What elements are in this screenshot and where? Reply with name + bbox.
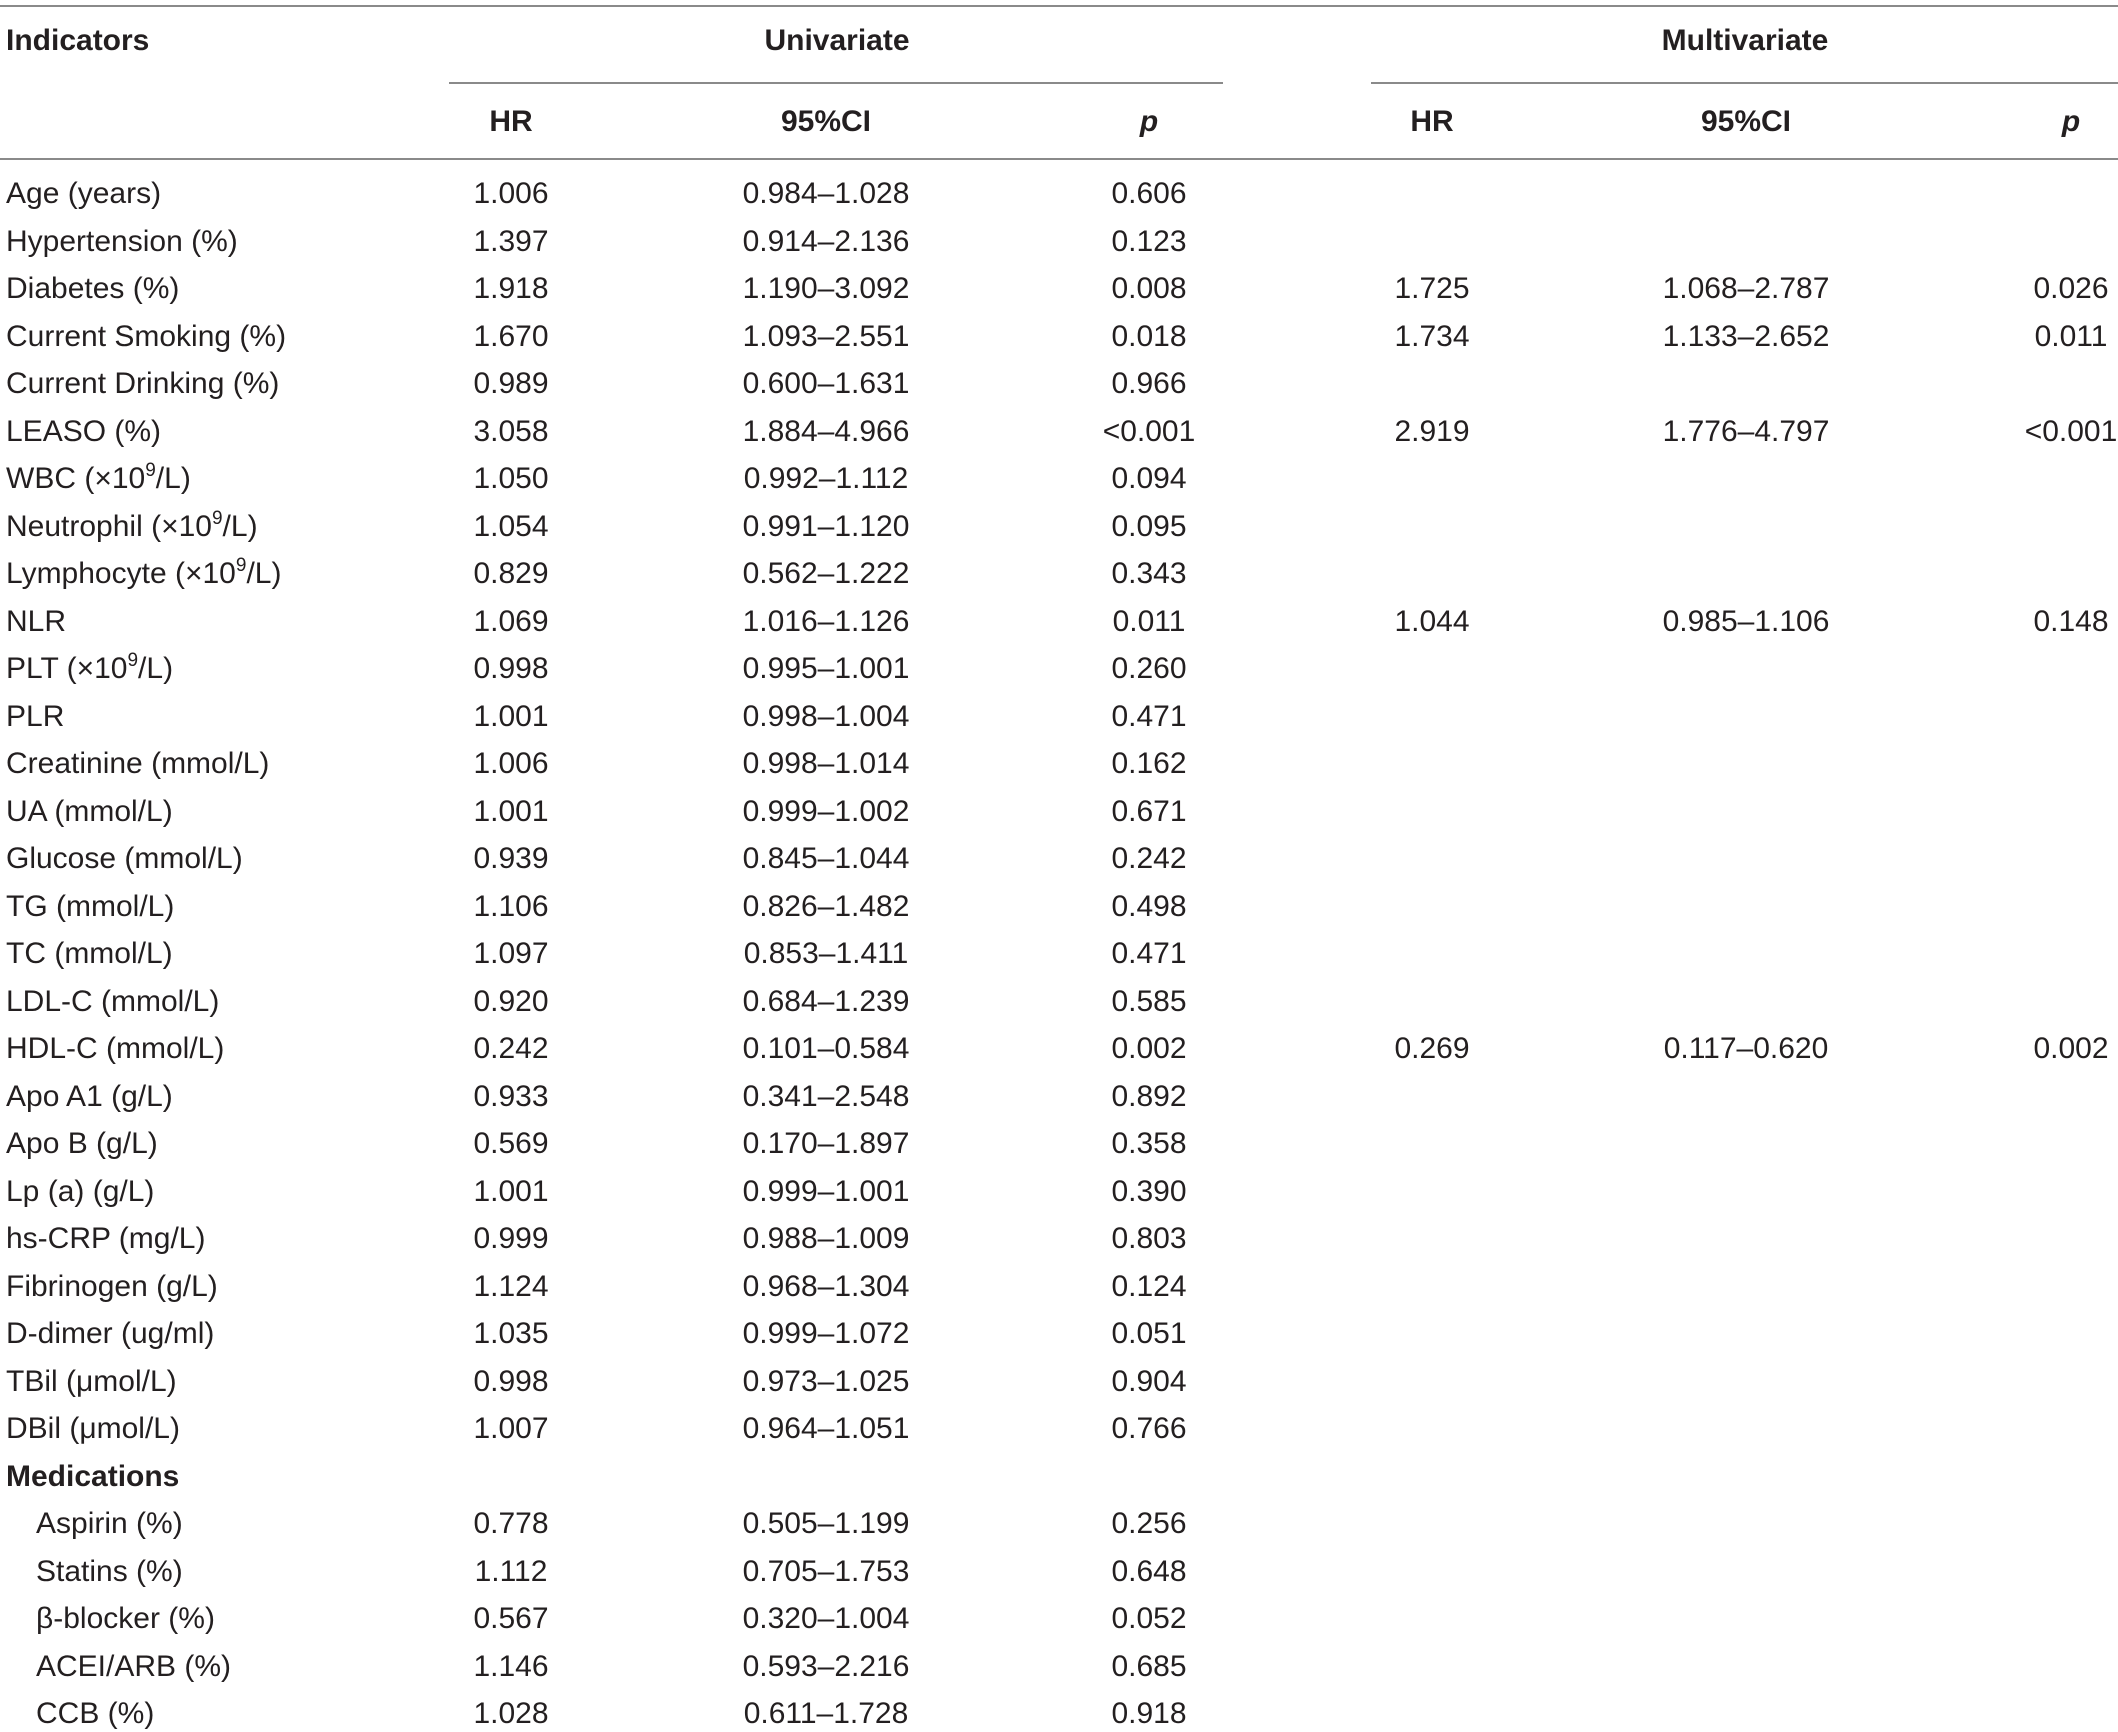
univariate-hr-cell: 1.001 (473, 1175, 549, 1208)
univariate-p-cell: 0.123 (1111, 225, 1187, 258)
indicator-label (6, 841, 243, 877)
univariate-p-cell: 0.162 (1111, 747, 1187, 780)
univariate-hr-cell: 0.998 (473, 1365, 549, 1398)
univariate-hr-cell: 1.069 (473, 605, 549, 638)
indicator-label-text: Current Drinking (%) (6, 367, 280, 400)
univariate-span-rule (449, 82, 1223, 84)
univariate-hr-cell: 0.920 (473, 985, 549, 1018)
indicator-label (36, 1696, 154, 1732)
header-multivariate: Multivariate (1661, 24, 1829, 57)
univariate-hr-cell: 1.007 (473, 1412, 549, 1445)
univariate-p-cell: 0.095 (1111, 510, 1187, 543)
top-rule (0, 5, 2118, 7)
univariate-hr-cell: 0.989 (473, 367, 549, 400)
indicator-label-superscript: 9 (211, 508, 223, 529)
univariate-hr-cell: 1.028 (473, 1697, 549, 1730)
univariate-ci-cell: 0.600–1.631 (742, 367, 910, 400)
univariate-p-cell: 0.052 (1111, 1602, 1187, 1635)
univariate-ci-cell: 0.684–1.239 (742, 985, 910, 1018)
univariate-ci-cell: 0.995–1.001 (742, 652, 910, 685)
univariate-p-cell: 0.892 (1111, 1080, 1187, 1113)
indicator-label (6, 366, 279, 402)
indicator-label-text: PLR (6, 700, 65, 733)
univariate-p-cell: 0.124 (1111, 1270, 1187, 1303)
univariate-p-cell: 0.766 (1111, 1412, 1187, 1445)
univariate-ci-cell: 0.170–1.897 (742, 1127, 910, 1160)
indicator-label-suffix: /L) (222, 510, 258, 543)
indicator-label-text: Apo A1 (g/L) (6, 1080, 173, 1113)
univariate-ci-cell: 1.884–4.966 (742, 415, 910, 448)
univariate-hr-cell: 1.006 (473, 747, 549, 780)
univariate-hr-cell: 1.097 (473, 937, 549, 970)
univariate-p-cell: 0.011 (1112, 605, 1186, 638)
univariate-hr-cell: 1.670 (473, 320, 549, 353)
univariate-ci-cell: 0.984–1.028 (742, 177, 910, 210)
indicator-label (36, 1601, 215, 1637)
univariate-hr-cell: 1.001 (473, 795, 549, 828)
indicator-label (36, 1554, 183, 1590)
indicator-label-superscript: 9 (145, 460, 156, 481)
univariate-ci-cell: 0.999–1.002 (742, 795, 910, 828)
univariate-ci-cell: 0.853–1.411 (743, 937, 909, 970)
univariate-p-cell: 0.390 (1111, 1175, 1187, 1208)
multivariate-span-rule (1371, 82, 2118, 84)
indicator-label-text: NLR (6, 605, 67, 638)
indicator-label-text: Lp (a) (g/L) (6, 1175, 155, 1208)
multivariate-p-cell: 0.002 (2033, 1032, 2109, 1065)
univariate-ci-cell: 0.562–1.222 (742, 557, 910, 590)
indicator-label (6, 1031, 224, 1067)
indicator-label (6, 1126, 158, 1162)
multivariate-p-cell: 0.011 (2034, 320, 2108, 353)
multivariate-hr-cell: 0.269 (1394, 1032, 1470, 1065)
multivariate-ci-cell: 1.133–2.652 (1662, 320, 1830, 353)
univariate-ci-cell: 0.999–1.001 (742, 1175, 910, 1208)
indicator-label (6, 319, 286, 355)
univariate-ci-cell: 0.845–1.044 (742, 842, 910, 875)
univariate-ci-cell: 0.968–1.304 (742, 1270, 910, 1303)
indicator-label-text: CCB (%) (36, 1697, 155, 1730)
univariate-p-cell: 0.008 (1111, 272, 1187, 305)
univariate-ci-cell: 1.093–2.551 (742, 320, 910, 353)
univariate-ci-cell: 0.611–1.728 (743, 1697, 909, 1730)
header-univariate-ci: 95%CI (780, 105, 872, 138)
indicator-label-text: Current Smoking (%) (6, 320, 287, 353)
indicator-label (36, 1649, 231, 1685)
header-univariate-p: p (1139, 105, 1159, 138)
indicator-label-text: Hypertension (%) (6, 225, 238, 258)
univariate-hr-cell: 1.054 (473, 510, 549, 543)
univariate-ci-cell: 0.705–1.753 (742, 1555, 910, 1588)
univariate-hr-cell: 1.112 (474, 1555, 548, 1588)
multivariate-hr-cell: 1.725 (1394, 272, 1470, 305)
univariate-hr-cell: 0.242 (473, 1032, 549, 1065)
univariate-hr-cell: 0.569 (473, 1127, 549, 1160)
indicator-label (6, 1364, 177, 1400)
indicator-label-text: Glucose (mmol/L) (6, 842, 243, 875)
indicator-label-superscript: 9 (127, 650, 139, 671)
header-multivariate-hr: HR (1410, 105, 1454, 138)
indicator-label-text: Age (years) (6, 177, 162, 210)
univariate-ci-cell: 0.826–1.482 (742, 890, 910, 923)
indicator-label (6, 604, 66, 640)
univariate-ci-cell: 1.016–1.126 (742, 605, 910, 638)
univariate-hr-cell: 0.999 (473, 1222, 549, 1255)
univariate-ci-cell: 0.973–1.025 (742, 1365, 910, 1398)
indicator-label-suffix: /L) (246, 557, 282, 590)
univariate-hr-cell: 1.124 (473, 1270, 549, 1303)
header-bottom-rule (0, 158, 2118, 160)
indicator-label (6, 984, 219, 1020)
header-indicators: Indicators (6, 24, 150, 57)
indicator-label (6, 414, 161, 450)
univariate-hr-cell: 1.050 (473, 462, 549, 495)
univariate-p-cell: 0.471 (1111, 937, 1187, 970)
univariate-hr-cell: 0.998 (473, 652, 549, 685)
univariate-p-cell: 0.471 (1111, 700, 1187, 733)
indicator-label-suffix: /L) (138, 652, 174, 685)
indicator-label (6, 936, 173, 972)
univariate-p-cell: 0.256 (1111, 1507, 1187, 1540)
indicator-label-text: Lymphocyte (×10 (6, 557, 236, 590)
indicator-label-text: DBil (μmol/L) (6, 1412, 180, 1445)
indicator-label (6, 1411, 180, 1447)
univariate-ci-cell: 0.320–1.004 (742, 1602, 910, 1635)
indicator-label-text: Apo B (g/L) (6, 1127, 158, 1160)
indicator-label-text: ACEI/ARB (%) (36, 1650, 232, 1683)
univariate-hr-cell: 1.006 (473, 177, 549, 210)
indicator-label (6, 889, 174, 925)
univariate-ci-cell: 0.101–0.584 (742, 1032, 910, 1065)
univariate-p-cell: 0.648 (1111, 1555, 1187, 1588)
univariate-hr-cell: 0.939 (473, 842, 549, 875)
indicator-label (6, 1269, 218, 1305)
indicator-label-text: TG (mmol/L) (6, 890, 175, 923)
univariate-p-cell: 0.343 (1111, 557, 1187, 590)
indicator-label (6, 1079, 173, 1115)
indicator-label (6, 699, 64, 735)
univariate-hr-cell: 0.778 (473, 1507, 549, 1540)
univariate-hr-cell: 1.397 (473, 225, 549, 258)
univariate-hr-cell: 0.567 (473, 1602, 549, 1635)
univariate-ci-cell: 0.914–2.136 (742, 225, 910, 258)
indicator-label (6, 1316, 214, 1352)
univariate-p-cell: 0.002 (1111, 1032, 1187, 1065)
multivariate-p-cell: 0.026 (2033, 272, 2109, 305)
univariate-p-cell: 0.260 (1111, 652, 1187, 685)
univariate-ci-cell: 0.992–1.112 (743, 462, 909, 495)
indicator-label (6, 556, 281, 592)
univariate-hr-cell: 1.106 (473, 890, 549, 923)
indicator-label (36, 1506, 183, 1542)
indicator-label-suffix: /L) (155, 462, 191, 495)
univariate-ci-cell: 0.998–1.004 (742, 700, 910, 733)
univariate-hr-cell: 0.933 (473, 1080, 549, 1113)
indicator-label-text: PLT (×10 (6, 652, 128, 685)
univariate-hr-cell: 3.058 (473, 415, 549, 448)
indicator-label-text: TC (mmol/L) (6, 937, 173, 970)
indicator-label (6, 1174, 154, 1210)
univariate-ci-cell: 0.988–1.009 (742, 1222, 910, 1255)
indicator-label (6, 794, 173, 830)
indicator-label-text: Fibrinogen (g/L) (6, 1270, 218, 1303)
multivariate-ci-cell: 0.985–1.106 (1662, 605, 1830, 638)
indicator-label (6, 176, 161, 212)
indicator-label-text: β-blocker (%) (36, 1602, 215, 1635)
indicator-label-text: Statins (%) (36, 1555, 183, 1588)
header-univariate: Univariate (764, 24, 910, 57)
indicator-label-text: LEASO (%) (6, 415, 162, 448)
section-medications: Medications (6, 1460, 180, 1493)
indicator-label (6, 224, 238, 260)
indicator-label-text: WBC (×10 (6, 462, 146, 495)
multivariate-hr-cell: 1.044 (1394, 605, 1470, 638)
indicator-label-text: Aspirin (%) (36, 1507, 183, 1540)
univariate-ci-cell: 0.991–1.120 (742, 510, 910, 543)
univariate-p-cell: 0.966 (1111, 367, 1187, 400)
univariate-ci-cell: 0.998–1.014 (742, 747, 910, 780)
multivariate-p-cell: 0.148 (2033, 605, 2109, 638)
multivariate-ci-cell: 1.776–4.797 (1662, 415, 1830, 448)
multivariate-hr-cell: 1.734 (1394, 320, 1470, 353)
indicator-label-text: LDL-C (mmol/L) (6, 985, 220, 1018)
indicator-label-text: Diabetes (%) (6, 272, 180, 305)
indicator-label-text: HDL-C (mmol/L) (6, 1032, 225, 1065)
univariate-ci-cell: 0.505–1.199 (742, 1507, 910, 1540)
univariate-p-cell: 0.803 (1111, 1222, 1187, 1255)
indicator-label-text: Creatinine (mmol/L) (6, 747, 270, 780)
univariate-p-cell: 0.918 (1111, 1697, 1187, 1730)
multivariate-ci-cell: 0.117–0.620 (1663, 1032, 1829, 1065)
univariate-p-cell: 0.358 (1111, 1127, 1187, 1160)
univariate-p-cell: 0.904 (1111, 1365, 1187, 1398)
univariate-p-cell: 0.094 (1111, 462, 1187, 495)
indicator-label-text: Neutrophil (×10 (6, 510, 212, 543)
indicator-label (6, 1221, 205, 1257)
univariate-p-cell: 0.242 (1111, 842, 1187, 875)
univariate-p-cell: 0.585 (1111, 985, 1187, 1018)
indicator-label (6, 271, 179, 307)
indicator-label-text: UA (mmol/L) (6, 795, 173, 828)
univariate-hr-cell: 1.918 (473, 272, 549, 305)
univariate-p-cell: 0.018 (1111, 320, 1187, 353)
univariate-p-cell: 0.671 (1111, 795, 1187, 828)
multivariate-p-cell: <0.001 (2024, 415, 2118, 448)
univariate-ci-cell: 0.341–2.548 (742, 1080, 910, 1113)
indicator-label (6, 509, 258, 545)
indicator-label-text: hs-CRP (mg/L) (6, 1222, 206, 1255)
univariate-hr-cell: 1.001 (473, 700, 549, 733)
univariate-ci-cell: 0.964–1.051 (742, 1412, 910, 1445)
header-multivariate-ci: 95%CI (1700, 105, 1792, 138)
indicator-label (6, 651, 173, 687)
header-univariate-hr: HR (489, 105, 533, 138)
univariate-p-cell: 0.498 (1111, 890, 1187, 923)
header-multivariate-p: p (2061, 105, 2081, 138)
univariate-ci-cell: 1.190–3.092 (742, 272, 910, 305)
indicator-label-text: D-dimer (ug/ml) (6, 1317, 215, 1350)
indicator-label-text: TBil (μmol/L) (6, 1365, 177, 1398)
univariate-hr-cell: 1.146 (473, 1650, 549, 1683)
multivariate-hr-cell: 2.919 (1394, 415, 1470, 448)
univariate-p-cell: 0.606 (1111, 177, 1187, 210)
univariate-p-cell: 0.051 (1111, 1317, 1187, 1350)
multivariate-ci-cell: 1.068–2.787 (1662, 272, 1830, 305)
univariate-hr-cell: 1.035 (473, 1317, 549, 1350)
univariate-p-cell: 0.685 (1111, 1650, 1187, 1683)
indicator-label (6, 746, 269, 782)
univariate-hr-cell: 0.829 (473, 557, 549, 590)
univariate-ci-cell: 0.593–2.216 (742, 1650, 910, 1683)
univariate-ci-cell: 0.999–1.072 (742, 1317, 910, 1350)
univariate-p-cell: <0.001 (1102, 415, 1196, 448)
indicator-label-superscript: 9 (235, 555, 247, 576)
indicator-label (6, 461, 191, 497)
